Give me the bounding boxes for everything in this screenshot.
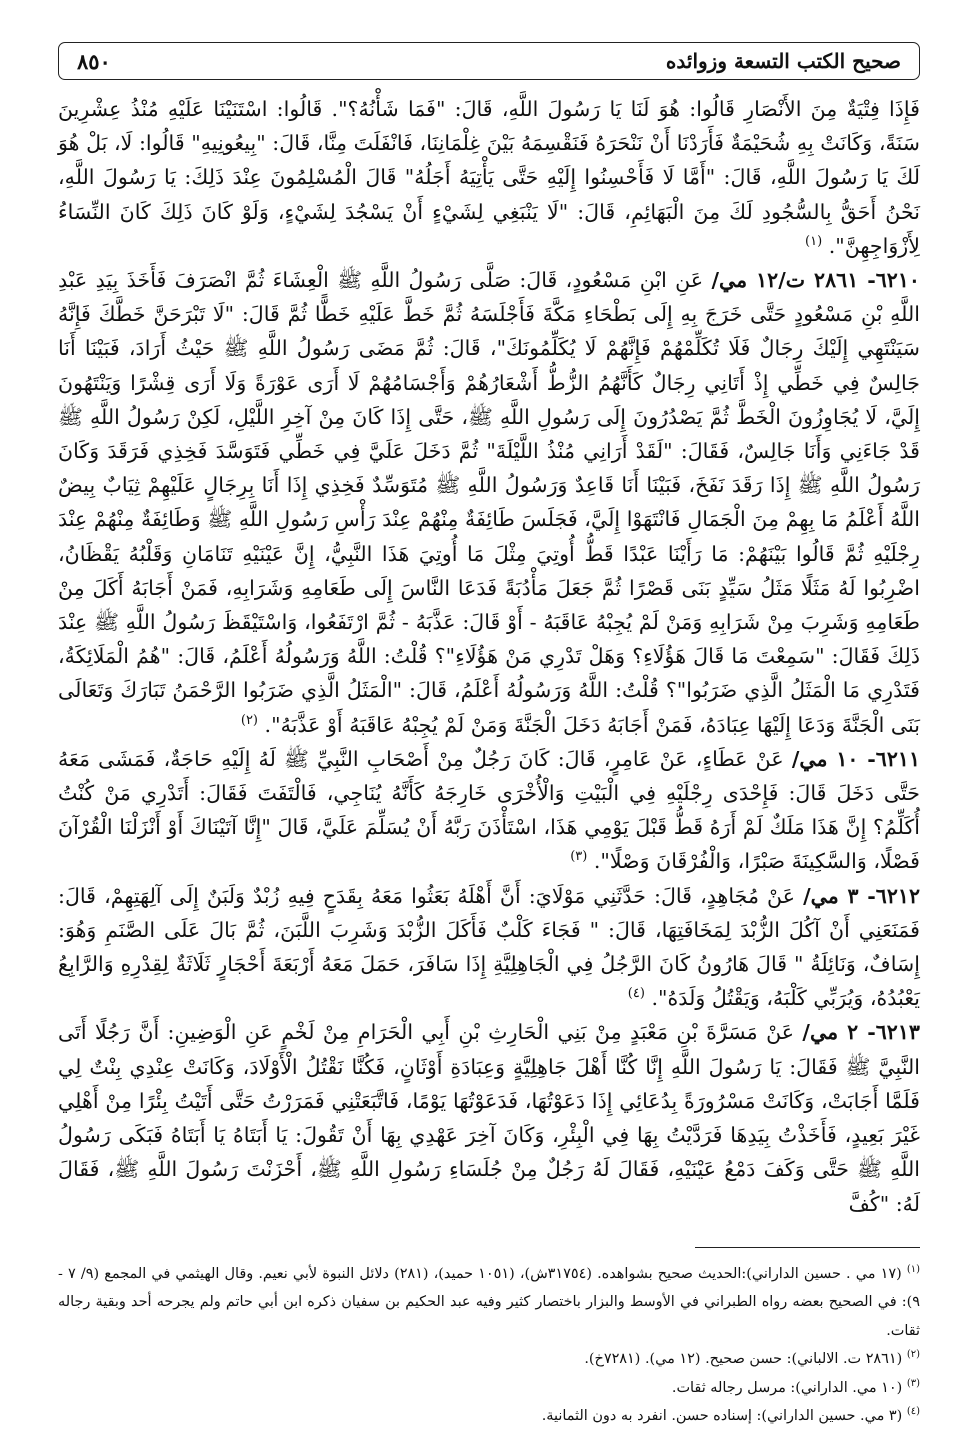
footnote-mark: (١) — [906, 1263, 921, 1275]
footnote-mark: (٢) — [906, 1349, 920, 1361]
hadith-number: ٦٢١٢- ٣ مي/ — [803, 883, 921, 908]
footnote-text: (٣ مي. حسين الداراني): إسناده حسن. انفرد به دون الثمانية. — [541, 1408, 903, 1425]
hadith-body — [58, 92, 920, 1221]
footnote-text: (١٧ مي . حسين الداراني):الحديث صحيح بشواهده. (٣١٧٥٤ش)، (١٠٥١ حميد)، (٢٨١) دلائل النبوة لأبي نعيم. وقال الهيثمي في المجمع (٩/ ٧ - ٩): في الصحيح بعضه رواه الطبراني في الأوسط والبزار باختصار كثير وفيه عبد الحكيم بن سفيان ذكره ابن أبي حاتم ولم يجرحه أحد وبقية رجاله ثقات. — [58, 1265, 920, 1339]
hadith-text: عَنْ عَطَاءٍ، عَنْ عَامِرٍ، قَالَ: كَانَ رَجُلٌ مِنْ أَصْحَابِ النَّبِيِّ ﷺ لَهُ إِلَيْهِ حَاجَةٌ، فَمَشَى مَعَهُ حَتَّى دَخَلَ قَالَ: فَإِحْدَى رِجْلَيْهِ فِي الْبَيْتِ وَالْأُخْرَى خَارِجَهُ كَأَنَّهُ يُنَاجِي، فَالْتَفَتَ فَقَالَ: أَتَدْرِي مَنْ كُنْتُ أُكَلِّمُ؟ إِنَّ هَذَا مَلَكٌ لَمْ أَرَهُ قَطُّ قَبْلَ يَوْمِي هَذَا، اسْتَأْذَنَ رَبَّهُ أَنْ يُسَلِّمَ عَلَيَّ، قَالَ "إِنَّا آتَيْنَاكَ أَوْ أَنْزَلْنَا الْقُرْآنَ فَصْلًا، وَالسَّكِينَةَ صَبْرًا، وَالْفُرْقَانَ وَصْلًا". — [58, 746, 920, 874]
hadith-block — [58, 742, 920, 879]
footnotes — [58, 1260, 920, 1431]
page-number: ٨٥٠ — [77, 48, 111, 74]
footnote — [58, 1260, 920, 1346]
page-header — [58, 42, 920, 80]
footnote — [58, 1345, 920, 1374]
hadith-number: ٦٢١١- ١٠ مي/ — [791, 746, 921, 771]
footnote-text: (٢٨٦١ ت. الالباني): حسن صحيح. (١٢ مي). (٧٢٨١خ). — [584, 1351, 903, 1368]
hadith-number: ٦٢١٠- ٢٨٦١ ت/١٢ مي/ — [711, 268, 920, 293]
footnote-mark: (٤) — [906, 1406, 920, 1418]
footnote-mark: (٣) — [906, 1377, 920, 1389]
hadith-block — [58, 1015, 920, 1220]
footnote-text: (١٠ مي. الداراني): مرسل رجاله ثقات. — [671, 1379, 903, 1396]
hadith-text: فَإِذَا فِتْيَةٌ مِنَ الأَنْصَارِ قَالُوا: هُوَ لَنَا يَا رَسُولَ اللَّهِ، قَالَ: "فَمَا شَأْنُهُ؟". قَالُوا: اسْتَنَيْنَا عَلَيْهِ مُنْذُ عِشْرِينَ سَنَةً، وَكَانَتْ بِهِ شُحَيْمَةٌ فَأَرَدْنَا أَنْ نَنْحَرَهُ فَنَقْسِمَهُ بَيْنَ غِلْمَانِنَا، فَانْفَلَتَ مِنَّا، قَالَ: "بِيعُونِيهِ" قَالُوا: لَا، بَلْ هُوَ لَكَ يَا رَسُولَ اللَّهِ، قَالَ: "أَمَّا لَا فَأَحْسِنُوا إِلَيْهِ حَتَّى يَأْتِيَهُ أَجَلُهُ" قَالَ الْمُسْلِمُونَ عِنْدَ ذَلِكَ: يَا رَسُولَ اللَّهِ، نَحْنُ أَحَقُّ بِالسُّجُودِ لَكَ مِنَ الْبَهَائِمِ، قَالَ: "لَا يَنْبَغِي لِشَيْءٍ أَنْ يَسْجُدَ لِشَيْءٍ، وَلَوْ كَانَ ذَلِكَ كَانَ النِّسَاءُ لِأَزْوَاجِهِنَّ". — [58, 97, 920, 258]
footnote — [58, 1402, 920, 1431]
hadith-block — [58, 263, 920, 742]
hadith-block — [58, 879, 920, 1016]
hadith-text: عَنِ ابْنِ مَسْعُودٍ، قَالَ: صَلَّى رَسُولُ اللَّهِ ﷺ الْعِشَاءَ ثُمَّ انْصَرَفَ فَأَخَذَ بِيَدِ عَبْدِ اللَّهِ بْنِ مَسْعُودٍ حَتَّى خَرَجَ بِهِ إِلَى بَطْحَاءِ مَكَّةَ فَأَجْلَسَهُ ثُمَّ خَطَّ عَلَيْهِ خَطًّا ثُمَّ قَالَ: "لَا تَبْرَحَنَّ خَطَّكَ فَإِنَّهُ سَيَنْتَهِي إِلَيْكَ رِجَالٌ فَلَا تُكَلِّمْهُمْ فَإِنَّهُمْ لَا يُكَلِّمُونَكَ"، قَالَ: ثُمَّ مَضَى رَسُولُ اللَّهِ ﷺ حَيْثُ أَرَادَ، فَبَيْنَا أَنَا جَالِسٌ فِي خَطِّي إِذْ أَتَانِي رِجَالٌ كَأَنَّهُمُ الزُّطُّ أَشْعَارُهُمْ وَأَجْسَامُهُمْ لَا أَرَى عَوْرَةً وَلَا أَرَى قِشْرًا وَيَنْتَهُونَ إِلَيَّ، لَا يُجَاوِزُونَ الْخَطَّ ثُمَّ يَصْدُرُونَ إِلَى رَسُولِ اللَّهِ ﷺ، حَتَّى إِذَا كَانَ مِنْ آخِرِ اللَّيْلِ، لَكِنْ رَسُولُ اللَّهِ ﷺ قَدْ جَاءَنِي وَأَنَا جَالِسٌ، فَقَالَ: "لَقَدْ أَرَانِي مُنْذُ اللَّيْلَةَ" ثُمَّ دَخَلَ عَلَيَّ فِي خَطِّي فَتَوَسَّدَ فَخِذِي فَرَقَدَ وَكَانَ رَسُولُ اللَّهِ ﷺ إِذَا رَقَدَ نَفَخَ، فَبَيْنَا أَنَا قَاعِدٌ وَرَسُولُ اللَّهِ ﷺ مُتَوَسِّدٌ فَخِذِي إِذَا أَنَا بِرِجَالٍ عَلَيْهِمْ ثِيَابٌ بِيضٌ اللَّهُ أَعْلَمُ مَا بِهِمْ مِنَ الْجَمَالِ فَانْتَهَوْا إِلَيَّ، فَجَلَسَ طَائِفَةٌ مِنْهُمْ عِنْدَ رَأْسِ رَسُولِ اللَّهِ ﷺ وَطَائِفَةٌ مِنْهُمْ عِنْدَ رِجْلَيْهِ ثُمَّ قَالُوا بَيْنَهُمْ: مَا رَأَيْنَا عَبْدًا قَطُّ أُوتِيَ مِثْلَ مَا أُوتِيَ هَذَا النَّبِيُّ، إِنَّ عَيْنَيْهِ تَنَامَانِ وَقَلْبُهُ يَقْظَانُ، اضْرِبُوا لَهُ مَثَلًا مَثَلُ سَيِّدٍ بَنَى قَصْرًا ثُمَّ جَعَلَ مَأْدُبَةً فَدَعَا النَّاسَ إِلَى طَعَامِهِ وَشَرَابِهِ، فَمَنْ أَجَابَهُ أَكَلَ مِنْ طَعَامِهِ وَشَرِبَ مِنْ شَرَابِهِ وَمَنْ لَمْ يُجِبْهُ عَاقَبَهُ - أَوْ قَالَ: عَذَّبَهُ - ثُمَّ ارْتَفَعُوا، وَاسْتَيْقَظَ رَسُولُ اللَّهِ ﷺ عِنْدَ ذَلِكَ فَقَالَ: "سَمِعْتَ مَا قَالَ هَؤُلَاءِ؟ وَهَلْ تَدْرِي مَنْ هَؤُلَاءِ"؟ قُلْتُ: اللَّهُ وَرَسُولُهُ أَعْلَمُ، قَالَ: "هُمُ الْمَلَائِكَةُ، فَتَدْرِي مَا الْمَثَلُ الَّذِي ضَرَبُوا"؟ قُلْتُ: اللَّهُ وَرَسُولُهُ أَعْلَمُ، قَالَ: "الْمَثَلُ الَّذِي ضَرَبُوا الرَّحْمَنُ تَبَارَكَ وَتَعَالَى بَنَى الْجَنَّةَ وَدَعَا إِلَيْهَا عِبَادَهُ، فَمَنْ أَجَابَهُ دَخَلَ الْجَنَّةَ وَمَنْ لَمْ يُجِبْهُ عَاقَبَهُ أَوْ عَذَّبَهُ". — [58, 268, 920, 737]
footnote — [58, 1374, 920, 1403]
book-title: صحيح الكتب التسعة وزوائده — [665, 49, 901, 73]
hadith-text: عَنْ مَسَرَّةَ بْنِ مَعْبَدٍ مِنْ بَنِي الْحَارِثِ بْنِ أَبِي الْحَرَامِ مِنْ لَخْمٍ عَنِ الْوَضِينِ: أَنَّ رَجُلًا أَتَى النَّبِيَّ ﷺ فَقَالَ: يَا رَسُولَ اللَّهِ إِنَّا كُنَّا أَهْلَ جَاهِلِيَّةٍ وَعِبَادَةِ أَوْثَانٍ، فَكُنَّا نَقْتُلُ الْأَوْلَادَ، وَكَانَتْ عِنْدِي بِنْتٌ لِي فَلَمَّا أَجَابَتْ، وَكَانَتْ مَسْرُورَةً بِدُعَائِي إِذَا دَعَوْتُهَا، فَدَعَوْتُهَا يَوْمًا، فَاتَّبَعَتْنِي فَمَرَرْتُ حَتَّى أَتَيْتُ بِئْرًا مِنْ أَهْلِي غَيْرَ بَعِيدٍ، فَأَخَذْتُ بِيَدِهَا فَرَدَّيْتُ بِهَا فِي الْبِئْرِ، وَكَانَ آخِرَ عَهْدِي بِهَا أَنْ تَقُولَ: يَا أَبَتَاهُ يَا أَبَتَاهُ فَبَكَى رَسُولُ اللَّهِ ﷺ حَتَّى وَكَفَ دَمْعُ عَيْنَيْهِ، فَقَالَ لَهُ رَجُلٌ مِنْ جُلَسَاءِ رَسُولِ اللَّهِ ﷺ، أَحْزَنْتَ رَسُولَ اللَّهِ ﷺ، فَقَالَ لَهُ: "كُفَّ — [58, 1020, 920, 1216]
footnote-ref[interactable]: (٢) — [240, 712, 258, 728]
footnote-ref[interactable]: (٣) — [570, 849, 588, 865]
footnote-divider — [695, 1247, 920, 1248]
footnote-ref[interactable]: (١) — [805, 233, 823, 249]
hadith-number: ٦٢١٣- ٢ مي/ — [802, 1020, 920, 1045]
hadith-text: عَنْ مُجَاهِدٍ، قَالَ: حَدَّثَنِي مَوْلَايَ: أَنَّ أَهْلَهُ بَعَثُوا مَعَهُ بِقَدَحٍ فِيهِ زُبْدٌ وَلَبَنٌ إِلَى آلِهَتِهِمْ، قَالَ: فَمَنَعَنِي أَنْ آكُلَ الزُّبْدَ لِمَخَافَتِهَا، قَالَ: " فَجَاءَ كَلْبٌ فَأَكَلَ الزُّبْدَ وَشَرِبَ اللَّبَنَ، ثُمَّ بَالَ عَلَى الصَّنَمِ وَهُوَ: إِسَافٌ، وَنَائِلَةُ " قَالَ هَارُونُ كَانَ الرَّجُلُ فِي الْجَاهِلِيَّةِ إِذَا سَافَرَ، حَمَلَ مَعَهُ أَرْبَعَةَ أَحْجَارٍ ثَلَاثَةٌ لِقِدْرِهِ وَالرَّابِعُ يَعْبُدُهُ، وَيُرَبِّي كَلْبَهُ، وَيَقْتُلُ وَلَدَهُ". — [58, 883, 920, 1011]
footnote-ref[interactable]: (٤) — [627, 986, 645, 1002]
book-page — [58, 42, 920, 1431]
hadith-block — [58, 92, 920, 263]
